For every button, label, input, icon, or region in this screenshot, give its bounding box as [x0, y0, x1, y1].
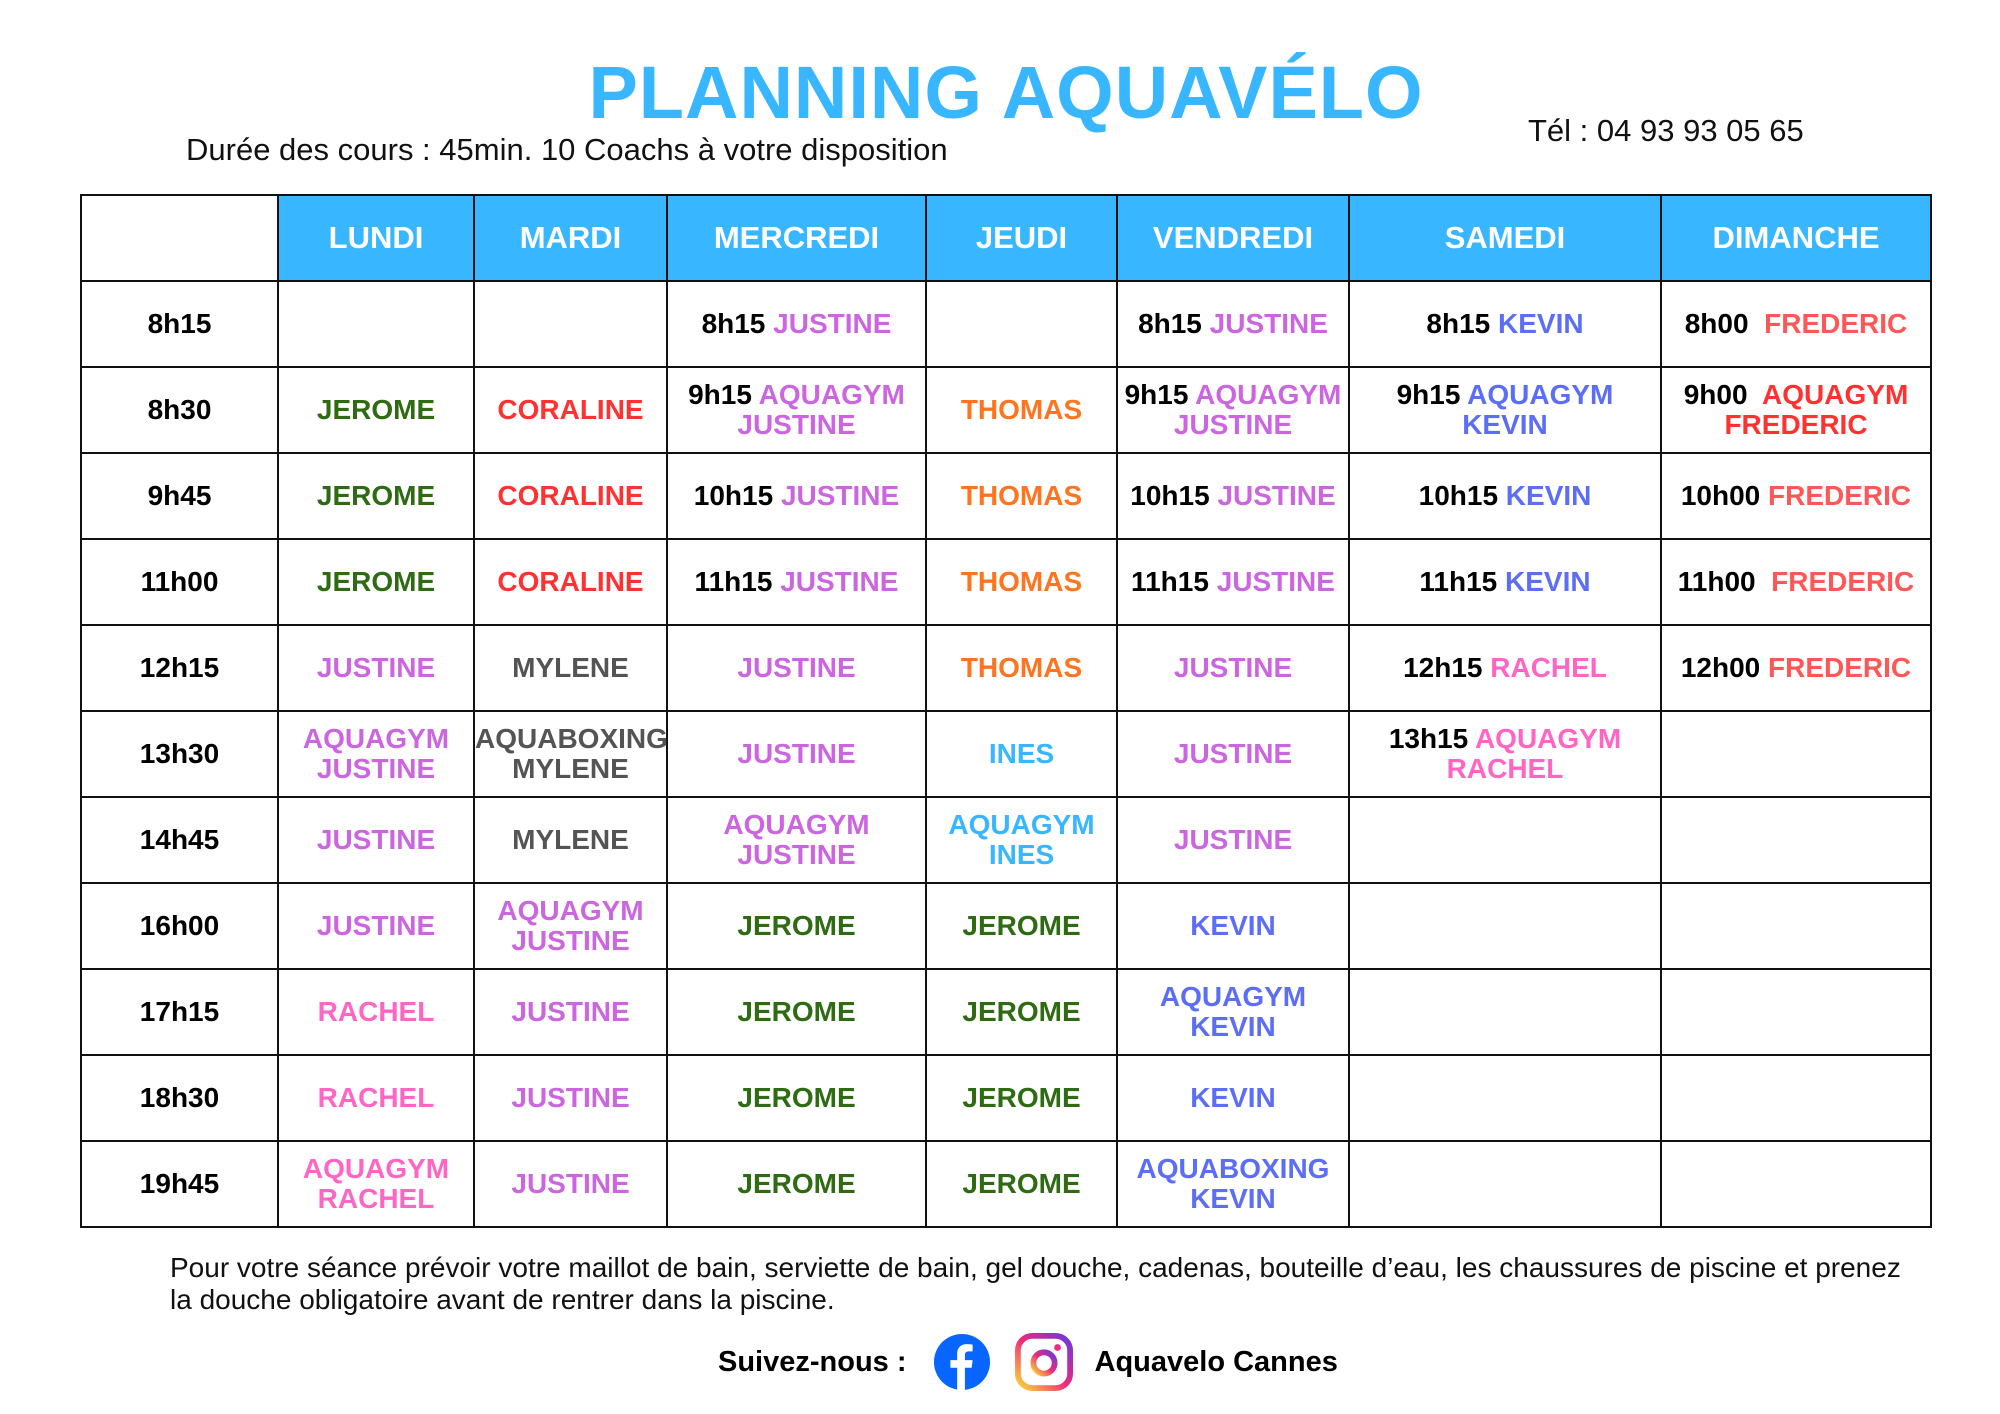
cell-line: [668, 309, 925, 339]
schedule-cell: [474, 1141, 667, 1227]
schedule-cell: [1117, 453, 1349, 539]
cell-line: [279, 911, 473, 941]
schedule-cell: [1349, 1141, 1661, 1227]
class-label: JUSTINE: [737, 839, 856, 870]
cell-line: [1350, 724, 1660, 754]
cell-line: [279, 754, 473, 784]
cell-line: [1118, 1012, 1348, 1042]
table-row: [81, 453, 1931, 539]
class-time: 9h00: [1683, 379, 1763, 410]
cell-line: [1662, 309, 1930, 339]
cell-line: [927, 653, 1116, 683]
cell-line: [279, 1154, 473, 1184]
time-slot: 18h30: [81, 1055, 278, 1141]
class-label: INES: [988, 839, 1055, 870]
day-header-lundi: LUNDI: [278, 195, 474, 281]
schedule-cell: [1661, 969, 1931, 1055]
class-label: AQUAGYM: [1474, 723, 1622, 754]
schedule-cell: [1349, 797, 1661, 883]
schedule-cell: [667, 281, 926, 367]
table-row: [81, 367, 1931, 453]
social-bar: [718, 1332, 1338, 1392]
day-header-mardi: MARDI: [474, 195, 667, 281]
class-label: THOMAS: [960, 394, 1083, 425]
class-label: JUSTINE: [316, 753, 436, 784]
cell-line: [668, 911, 925, 941]
class-time: 10h15: [693, 480, 781, 511]
schedule-cell: [474, 883, 667, 969]
cell-line: [668, 567, 925, 597]
table-row: [81, 625, 1931, 711]
class-label: JEROME: [962, 910, 1081, 941]
class-label: JEROME: [316, 394, 436, 425]
class-label: JUSTINE: [737, 652, 856, 683]
class-time: 11h00: [1677, 566, 1772, 597]
cell-line: [1662, 653, 1930, 683]
class-label: JEROME: [962, 1082, 1081, 1113]
cell-line: [1118, 653, 1348, 683]
time-slot: 12h15: [81, 625, 278, 711]
cell-line: [1118, 982, 1348, 1012]
class-label: JEROME: [316, 566, 436, 597]
class-label: AQUAGYM: [302, 723, 450, 754]
class-label: JUSTINE: [1173, 652, 1293, 683]
class-label: JUSTINE: [1216, 566, 1335, 597]
schedule-cell: [1661, 1055, 1931, 1141]
schedule-cell: [278, 883, 474, 969]
schedule-cell: [1117, 969, 1349, 1055]
schedule-cell: [1349, 883, 1661, 969]
schedule-cell: [1661, 539, 1931, 625]
schedule-cell: [474, 367, 667, 453]
schedule-cell: [667, 711, 926, 797]
schedule-cell: [926, 969, 1117, 1055]
schedule-cell: [474, 1055, 667, 1141]
schedule-table: [80, 194, 1932, 1228]
cell-line: [1662, 567, 1930, 597]
schedule-cell: [1349, 367, 1661, 453]
cell-line: [475, 825, 666, 855]
class-label: KEVIN: [1462, 409, 1548, 440]
class-label: KEVIN: [1190, 910, 1276, 941]
day-header-row: [81, 195, 1931, 281]
schedule-cell: [474, 625, 667, 711]
cell-line: [279, 653, 473, 683]
cell-line: [279, 997, 473, 1027]
schedule-cell: [1661, 883, 1931, 969]
cell-line: [279, 1083, 473, 1113]
schedule-cell: [278, 1055, 474, 1141]
cell-line: [475, 724, 666, 754]
cell-line: [1350, 754, 1660, 784]
cell-line: [927, 395, 1116, 425]
table-row: [81, 797, 1931, 883]
schedule-cell: [474, 711, 667, 797]
class-label: RACHEL: [1490, 652, 1607, 683]
schedule-cell: [667, 453, 926, 539]
class-time: 8h15: [1138, 308, 1210, 339]
schedule-cell: [667, 539, 926, 625]
cell-line: [475, 926, 666, 956]
schedule-cell: [1117, 367, 1349, 453]
footer-note: Pour votre séance prévoir votre maillot de bain, serviette de bain, gel douche, cadenas, bouteille d’eau, les chaussures de piscine et prenez la douche obligatoire avant de rentrer dans la piscine.: [170, 1252, 1901, 1315]
schedule-cell: [926, 797, 1117, 883]
schedule-cell: [926, 281, 1117, 367]
time-slot: 14h45: [81, 797, 278, 883]
cell-line: [668, 653, 925, 683]
corner-cell: [81, 195, 278, 281]
class-label: JEROME: [737, 1168, 856, 1199]
cell-line: [1118, 1184, 1348, 1214]
table-row: [81, 883, 1931, 969]
cell-line: [927, 481, 1116, 511]
class-time: 11h15: [694, 566, 781, 597]
table-row: [81, 539, 1931, 625]
day-header-vendredi: VENDREDI: [1117, 195, 1349, 281]
cell-line: [1350, 653, 1660, 683]
cell-line: [668, 840, 925, 870]
class-label: FREDERIC: [1768, 652, 1912, 683]
class-label: JEROME: [962, 996, 1081, 1027]
class-label: MYLENE: [512, 652, 629, 683]
cell-line: [475, 567, 666, 597]
class-label: AQUAGYM: [1195, 379, 1342, 410]
table-row: [81, 969, 1931, 1055]
schedule-cell: [667, 1141, 926, 1227]
schedule-cell: [278, 281, 474, 367]
cell-line: [1118, 1154, 1348, 1184]
cell-line: [668, 739, 925, 769]
class-label: JUSTINE: [737, 738, 856, 769]
class-label: JEROME: [737, 996, 856, 1027]
schedule-cell: [1661, 625, 1931, 711]
class-label: AQUAGYM: [723, 809, 870, 840]
cell-line: [475, 481, 666, 511]
schedule-cell: [1661, 711, 1931, 797]
schedule-cell: [278, 1141, 474, 1227]
schedule-cell: [1349, 281, 1661, 367]
cell-line: [279, 724, 473, 754]
cell-line: [475, 997, 666, 1027]
schedule-cell: [1117, 625, 1349, 711]
cell-line: [1350, 567, 1660, 597]
schedule-cell: [1349, 969, 1661, 1055]
class-label: JUSTINE: [780, 480, 900, 511]
schedule-cell: [1661, 281, 1931, 367]
schedule-cell: [278, 539, 474, 625]
cell-line: [475, 896, 666, 926]
class-label: KEVIN: [1190, 1183, 1276, 1214]
time-slot: 17h15: [81, 969, 278, 1055]
schedule-cell: [278, 367, 474, 453]
schedule-cell: [1117, 711, 1349, 797]
schedule-cell: [926, 1141, 1117, 1227]
class-label: KEVIN: [1190, 1082, 1276, 1113]
time-slot: 8h15: [81, 281, 278, 367]
class-label: AQUAGYM: [1159, 981, 1307, 1012]
class-label: THOMAS: [960, 480, 1083, 511]
class-time: 9h15: [1396, 379, 1468, 410]
class-label: AQUAGYM: [1762, 379, 1909, 410]
class-time: 8h15: [701, 308, 774, 339]
class-time: 12h00: [1680, 652, 1769, 683]
class-time: 13h15: [1388, 723, 1475, 754]
cell-line: [1118, 567, 1348, 597]
schedule-cell: [926, 453, 1117, 539]
cell-line: [279, 567, 473, 597]
class-label: THOMAS: [960, 566, 1083, 597]
schedule-cell: [926, 1055, 1117, 1141]
day-header-dimanche: DIMANCHE: [1661, 195, 1931, 281]
schedule-cell: [926, 711, 1117, 797]
cell-line: [475, 754, 666, 784]
class-label: JUSTINE: [1217, 480, 1336, 511]
schedule-cell: [926, 539, 1117, 625]
class-label: RACHEL: [317, 1082, 435, 1113]
class-label: RACHEL: [1446, 753, 1564, 784]
schedule-cell: [1117, 883, 1349, 969]
table-row: [81, 281, 1931, 367]
class-label: FREDERIC: [1764, 308, 1908, 339]
day-header-jeudi: JEUDI: [926, 195, 1117, 281]
class-label: JUSTINE: [511, 1082, 630, 1113]
class-label: JEROME: [737, 1082, 856, 1113]
schedule-cell: [1349, 453, 1661, 539]
schedule-cell: [474, 539, 667, 625]
cell-line: [668, 810, 925, 840]
schedule-cell: [474, 453, 667, 539]
class-label: JUSTINE: [1209, 308, 1328, 339]
schedule-cell: [1349, 711, 1661, 797]
class-label: KEVIN: [1505, 480, 1592, 511]
table-row: [81, 711, 1931, 797]
phone-number: Tél : 04 93 93 05 65: [1528, 113, 1804, 148]
class-label: JUSTINE: [511, 1168, 630, 1199]
schedule-cell: [278, 969, 474, 1055]
schedule-cell: [667, 625, 926, 711]
schedule-cell: [474, 797, 667, 883]
cell-line: [475, 1169, 666, 1199]
schedule-cell: [1349, 1055, 1661, 1141]
schedule-cell: [1661, 797, 1931, 883]
cell-line: [668, 380, 925, 410]
schedule-cell: [1117, 1055, 1349, 1141]
cell-line: [1118, 911, 1348, 941]
cell-line: [668, 997, 925, 1027]
cell-line: [279, 395, 473, 425]
schedule-cell: [278, 625, 474, 711]
class-label: INES: [988, 738, 1055, 769]
class-label: RACHEL: [317, 996, 435, 1027]
class-time: 10h15: [1130, 480, 1218, 511]
class-label: AQUAGYM: [758, 379, 905, 410]
class-label: JUSTINE: [1173, 409, 1293, 440]
account-name: Aquavelo Cannes: [1094, 1345, 1338, 1378]
cell-line: [927, 739, 1116, 769]
time-slot: 11h00: [81, 539, 278, 625]
cell-line: [927, 1083, 1116, 1113]
class-label: CORALINE: [497, 480, 644, 511]
schedule-cell: [474, 969, 667, 1055]
cell-line: [668, 1169, 925, 1199]
cell-line: [475, 1083, 666, 1113]
class-label: FREDERIC: [1771, 566, 1915, 597]
schedule-cell: [1661, 367, 1931, 453]
class-time: 11h15: [1419, 566, 1506, 597]
cell-line: [1350, 481, 1660, 511]
schedule-cell: [667, 367, 926, 453]
schedule-cell: [1349, 539, 1661, 625]
cell-line: [1662, 410, 1930, 440]
cell-line: [1118, 481, 1348, 511]
class-time: 10h15: [1418, 480, 1506, 511]
schedule-cell: [667, 797, 926, 883]
cell-line: [475, 395, 666, 425]
schedule-cell: [278, 711, 474, 797]
schedule-cell: [926, 367, 1117, 453]
class-label: MYLENE: [512, 824, 629, 855]
class-label: AQUAGYM: [1467, 379, 1614, 410]
schedule-cell: [278, 453, 474, 539]
class-label: JUSTINE: [511, 996, 630, 1027]
class-time: 10h00: [1680, 480, 1769, 511]
cell-line: [927, 1169, 1116, 1199]
schedule-cell: [278, 797, 474, 883]
class-time: 12h15: [1403, 652, 1491, 683]
cell-line: [1118, 739, 1348, 769]
day-header-samedi: SAMEDI: [1349, 195, 1661, 281]
cell-line: [927, 810, 1116, 840]
cell-line: [1118, 309, 1348, 339]
class-label: CORALINE: [497, 394, 644, 425]
schedule-cell: [1661, 1141, 1931, 1227]
class-time: 11h15: [1131, 566, 1217, 597]
cell-line: [279, 825, 473, 855]
schedule-cell: [667, 969, 926, 1055]
cell-line: [927, 911, 1116, 941]
table-row: [81, 1141, 1931, 1227]
cell-line: [1662, 380, 1930, 410]
table-row: [81, 1055, 1931, 1141]
time-slot: 9h45: [81, 453, 278, 539]
cell-line: [1662, 481, 1930, 511]
class-label: RACHEL: [317, 1183, 435, 1214]
class-time: 9h15: [688, 379, 759, 410]
class-label: KEVIN: [1498, 308, 1584, 339]
schedule-cell: [1349, 625, 1661, 711]
day-header-mercredi: MERCREDI: [667, 195, 926, 281]
cell-line: [1118, 380, 1348, 410]
follow-label: Suivez-nous :: [718, 1345, 907, 1378]
schedule-cell: [667, 883, 926, 969]
schedule-cell: [474, 281, 667, 367]
class-time: 8h15: [1426, 308, 1499, 339]
cell-line: [927, 567, 1116, 597]
class-label: MYLENE: [512, 753, 629, 784]
schedule-cell: [1117, 281, 1349, 367]
cell-line: [1350, 410, 1660, 440]
schedule-cell: [926, 625, 1117, 711]
cell-line: [1350, 309, 1660, 339]
class-label: JUSTINE: [773, 308, 892, 339]
time-slot: 8h30: [81, 367, 278, 453]
cell-line: [279, 481, 473, 511]
class-label: JUSTINE: [316, 910, 436, 941]
class-label: JUSTINE: [780, 566, 899, 597]
schedule-cell: [926, 883, 1117, 969]
class-label: JUSTINE: [511, 925, 630, 956]
cell-line: [668, 1083, 925, 1113]
schedule-cell: [667, 1055, 926, 1141]
class-label: JUSTINE: [316, 652, 436, 683]
class-time: 8h00: [1684, 308, 1765, 339]
time-slot: 19h45: [81, 1141, 278, 1227]
class-label: FREDERIC: [1768, 480, 1912, 511]
class-label: KEVIN: [1505, 566, 1591, 597]
class-label: JUSTINE: [1173, 824, 1293, 855]
cell-line: [1350, 380, 1660, 410]
class-label: KEVIN: [1190, 1011, 1276, 1042]
class-label: FREDERIC: [1724, 409, 1868, 440]
class-label: JUSTINE: [1173, 738, 1293, 769]
class-label: CORALINE: [497, 566, 644, 597]
class-time: 9h15: [1124, 379, 1196, 410]
class-label: JEROME: [316, 480, 436, 511]
cell-line: [1118, 410, 1348, 440]
class-label: AQUAGYM: [497, 895, 644, 926]
time-slot: 13h30: [81, 711, 278, 797]
cell-line: [1118, 825, 1348, 855]
class-label: AQUAGYM: [948, 809, 1095, 840]
class-label: AQUABOXING: [1136, 1153, 1330, 1184]
schedule-cell: [1117, 539, 1349, 625]
instagram-icon[interactable]: [1015, 1333, 1073, 1391]
cell-line: [668, 410, 925, 440]
cell-line: [668, 481, 925, 511]
cell-line: [927, 997, 1116, 1027]
cell-line: [927, 840, 1116, 870]
time-slot: 16h00: [81, 883, 278, 969]
schedule-cell: [1661, 453, 1931, 539]
class-label: JUSTINE: [316, 824, 436, 855]
cell-line: [475, 653, 666, 683]
schedule-cell: [1117, 1141, 1349, 1227]
course-info: Durée des cours : 45min. 10 Coachs à votre disposition: [186, 132, 948, 167]
facebook-icon[interactable]: [933, 1333, 991, 1391]
class-label: JEROME: [737, 910, 856, 941]
class-label: AQUABOXING: [475, 723, 668, 754]
class-label: JEROME: [962, 1168, 1081, 1199]
class-label: THOMAS: [960, 652, 1083, 683]
cell-line: [1118, 1083, 1348, 1113]
page-title: PLANNING AQUAVÉLO: [588, 51, 1424, 134]
schedule-cell: [1117, 797, 1349, 883]
cell-line: [279, 1184, 473, 1214]
class-label: AQUAGYM: [302, 1153, 450, 1184]
class-label: JUSTINE: [737, 409, 856, 440]
